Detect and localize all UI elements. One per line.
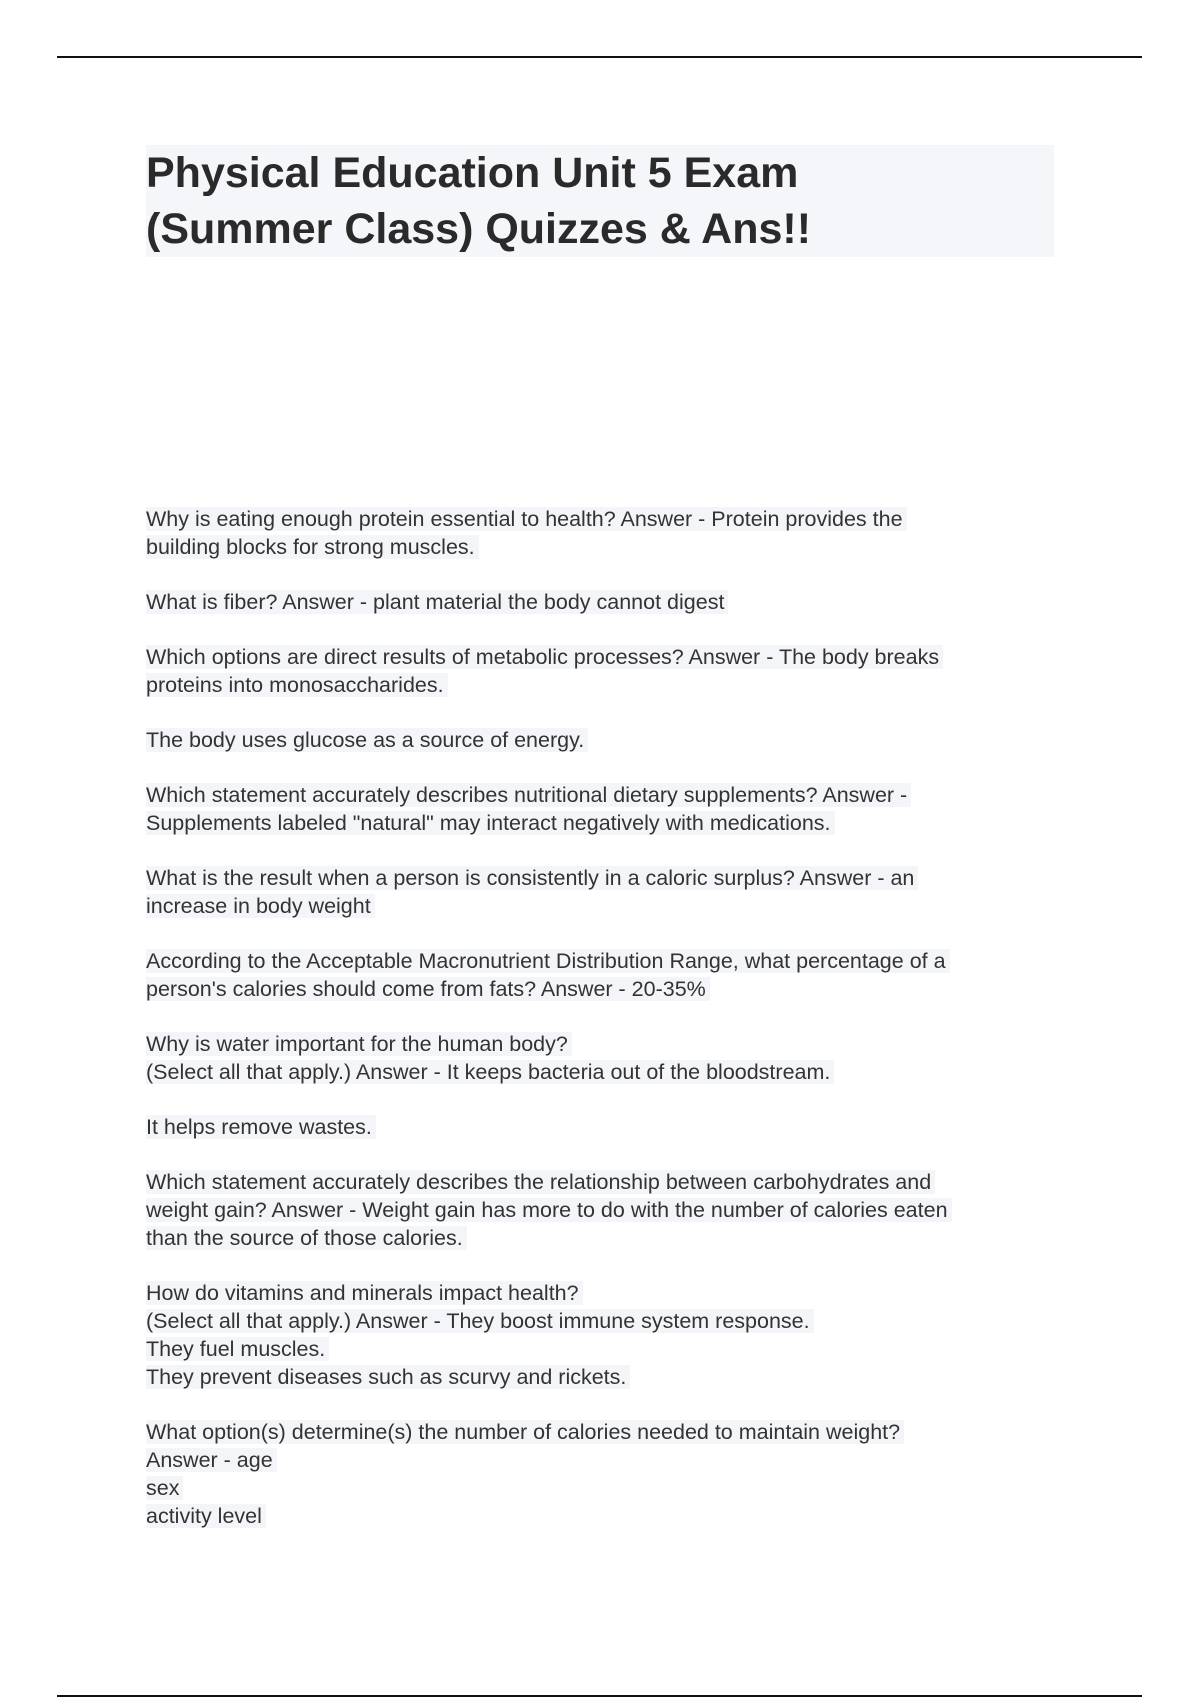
qa-text: building blocks for strong muscles. <box>146 535 479 559</box>
qa-item <box>146 505 1066 561</box>
qa-text: (Select all that apply.) Answer - It keeps bacteria out of the bloodstream. <box>146 1060 834 1084</box>
qa-item <box>146 864 1066 920</box>
qa-text: How do vitamins and minerals impact health? <box>146 1281 583 1305</box>
qa-item <box>146 1030 1066 1086</box>
qa-text: Answer - age <box>146 1448 277 1472</box>
qa-line <box>146 1279 1066 1307</box>
qa-line <box>146 1196 1066 1224</box>
top-rule <box>57 56 1142 58</box>
qa-line <box>146 1168 1066 1196</box>
qa-text: increase in body weight <box>146 894 375 918</box>
qa-text: Why is water important for the human body? <box>146 1032 572 1056</box>
qa-line <box>146 643 1066 671</box>
qa-text: They fuel muscles. <box>146 1337 329 1361</box>
qa-text: What is the result when a person is consistently in a caloric surplus? Answer - an <box>146 866 918 890</box>
qa-line <box>146 671 1066 699</box>
qa-item <box>146 726 1066 754</box>
qa-text: proteins into monosaccharides. <box>146 673 448 697</box>
qa-text: They prevent diseases such as scurvy and rickets. <box>146 1365 630 1389</box>
qa-line <box>146 781 1066 809</box>
qa-line <box>146 975 1066 1003</box>
qa-text: Which options are direct results of metabolic processes? Answer - The body breaks <box>146 645 943 669</box>
qa-text: According to the Acceptable Macronutrient Distribution Range, what percentage of a <box>146 949 950 973</box>
qa-line <box>146 892 1066 920</box>
qa-line <box>146 1363 1066 1391</box>
qa-line <box>146 726 1066 754</box>
qa-line <box>146 1224 1066 1252</box>
qa-list <box>146 505 1066 1557</box>
qa-item <box>146 1113 1066 1141</box>
bottom-rule <box>57 1695 1142 1697</box>
qa-item <box>146 643 1066 699</box>
qa-text: The body uses glucose as a source of energy. <box>146 728 588 752</box>
qa-item <box>146 1168 1066 1252</box>
title-line-1: Physical Education Unit 5 Exam <box>146 149 799 197</box>
qa-text: Which statement accurately describes nutritional dietary supplements? Answer - <box>146 783 911 807</box>
qa-text: sex <box>146 1476 183 1500</box>
title-line-2: (Summer Class) Quizzes & Ans!! <box>146 205 812 253</box>
qa-line <box>146 1058 1066 1086</box>
qa-line <box>146 588 1066 616</box>
qa-line <box>146 809 1066 837</box>
qa-line <box>146 947 1066 975</box>
qa-text: What option(s) determine(s) the number of calories needed to maintain weight? <box>146 1420 904 1444</box>
qa-line <box>146 1335 1066 1363</box>
qa-text: Supplements labeled "natural" may interact negatively with medications. <box>146 811 835 835</box>
qa-line <box>146 1502 1066 1530</box>
qa-line <box>146 864 1066 892</box>
qa-line <box>146 1446 1066 1474</box>
qa-item <box>146 1418 1066 1530</box>
qa-line <box>146 505 1066 533</box>
qa-line <box>146 533 1066 561</box>
qa-text: Which statement accurately describes the relationship between carbohydrates and <box>146 1170 935 1194</box>
document-title <box>146 145 1054 257</box>
qa-text: weight gain? Answer - Weight gain has more to do with the number of calories eaten <box>146 1198 952 1222</box>
qa-text: (Select all that apply.) Answer - They boost immune system response. <box>146 1309 814 1333</box>
qa-item <box>146 588 1066 616</box>
qa-line <box>146 1113 1066 1141</box>
qa-text: activity level <box>146 1504 266 1528</box>
qa-line <box>146 1418 1066 1446</box>
qa-text: person's calories should come from fats? Answer - 20-35% <box>146 977 710 1001</box>
qa-text: It helps remove wastes. <box>146 1115 376 1139</box>
qa-text: Why is eating enough protein essential to health? Answer - Protein provides the <box>146 507 907 531</box>
qa-item <box>146 947 1066 1003</box>
qa-item <box>146 781 1066 837</box>
qa-text: than the source of those calories. <box>146 1226 467 1250</box>
qa-line <box>146 1474 1066 1502</box>
qa-line <box>146 1030 1066 1058</box>
qa-item <box>146 1279 1066 1391</box>
qa-text: What is fiber? Answer - plant material the body cannot digest <box>146 590 728 614</box>
qa-line <box>146 1307 1066 1335</box>
